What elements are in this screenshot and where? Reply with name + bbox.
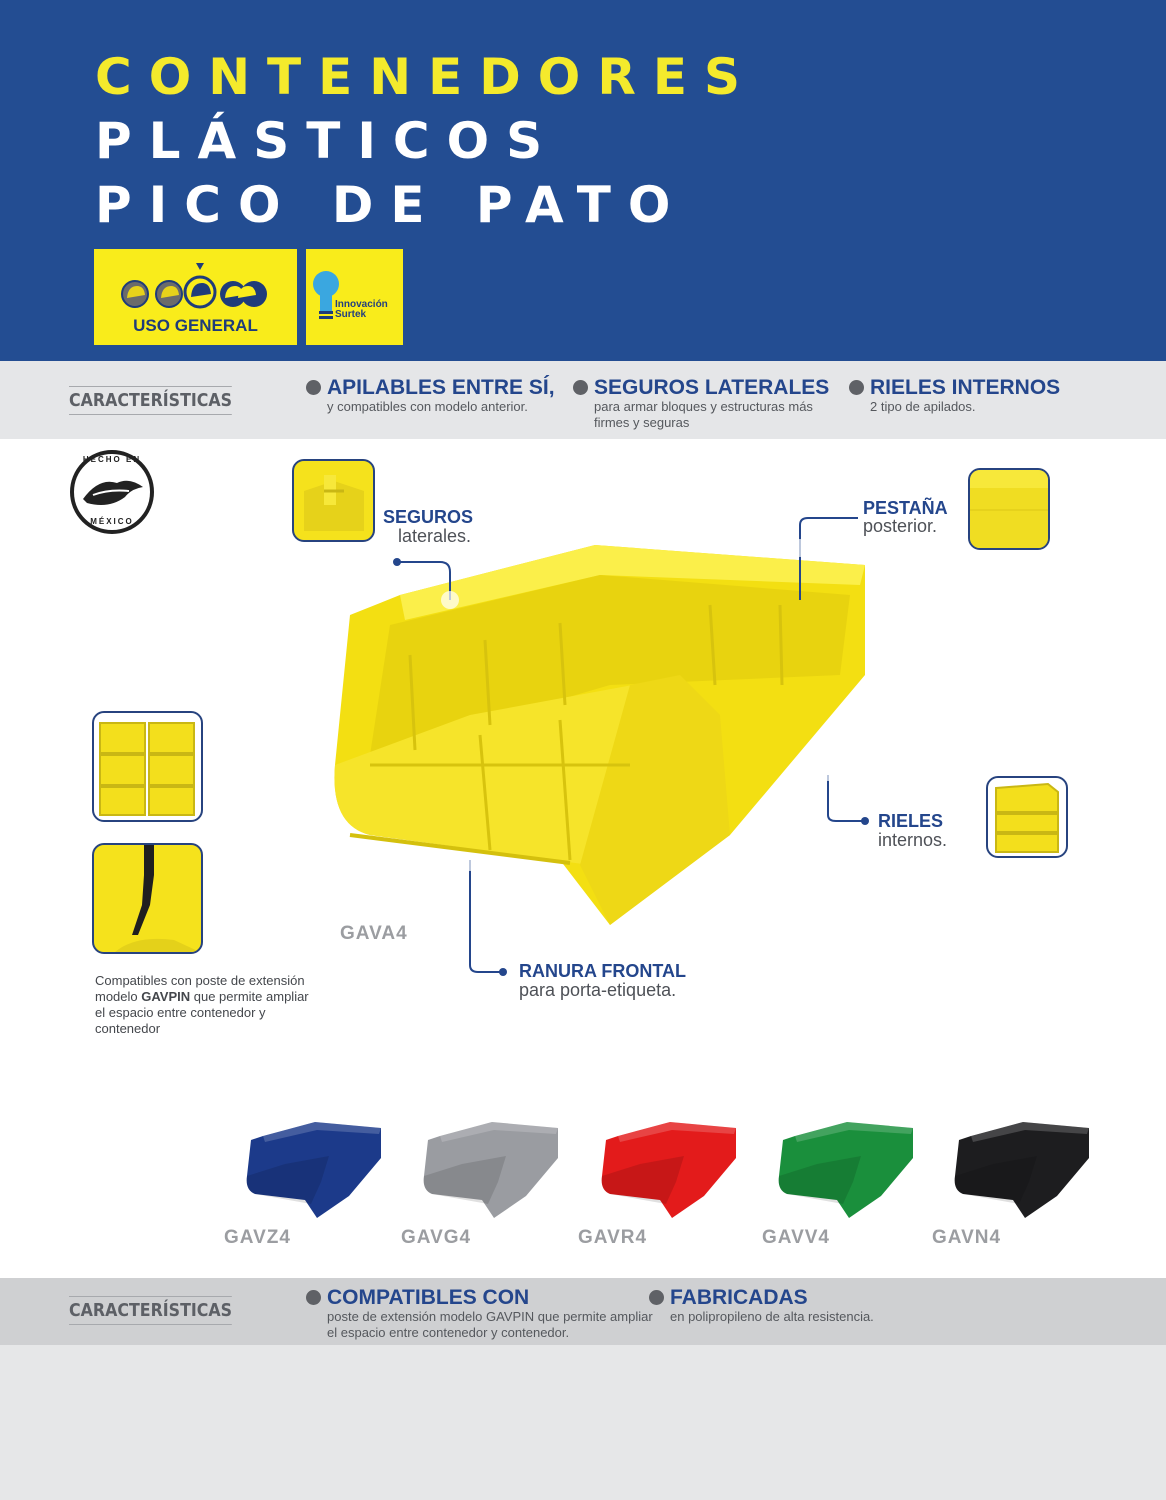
innovacion-surtek-badge xyxy=(306,249,403,345)
variant-code: GAVG4 xyxy=(401,1227,472,1248)
features-label: CARACTERÍSTICAS xyxy=(69,386,232,415)
title-line-1: CONTENEDORES xyxy=(95,48,757,106)
seal-text-top: HECHO EN xyxy=(82,455,142,464)
title-line-3: PICO DE PATO xyxy=(95,176,688,234)
bullet-icon xyxy=(649,1290,664,1305)
callout-pestana-title: PESTAÑA xyxy=(863,498,948,518)
title-line-2: PLÁSTICOS xyxy=(95,112,560,170)
gavpin-compat-note: Compatibles con poste de extensión modelo GAVPIN que permite ampliar el espacio entre contenedor y contenedor xyxy=(95,973,309,1036)
bullet-icon xyxy=(306,1290,321,1305)
footer-area xyxy=(0,1345,1166,1500)
callout-pestana-desc: posterior. xyxy=(863,516,938,536)
innovacion-label: Innovación Surtek xyxy=(335,299,388,320)
callout-rieles-desc: internos. xyxy=(878,830,948,850)
helmet-icon xyxy=(238,281,267,307)
features-band-bottom: CARACTERÍSTICAS COMPATIBLES CON poste de extensión modelo GAVPIN que permite ampliar el espacio entre contenedor y contenedor. FABRICADAS en polipropileno de alta resistencia. xyxy=(0,1278,1166,1345)
variant-bin-gavr4 xyxy=(600,1118,740,1222)
uso-general-label: USO GENERAL xyxy=(133,316,258,335)
helmet-icon xyxy=(156,281,182,307)
thumb-stacked-bins xyxy=(92,711,203,822)
bullet-icon xyxy=(306,380,321,395)
hecho-en-mexico-seal xyxy=(69,449,155,535)
variant-code: GAVV4 xyxy=(762,1227,831,1248)
variant-code: GAVN4 xyxy=(932,1227,1002,1248)
variant-bin-gavz4 xyxy=(245,1118,385,1222)
callout-lines xyxy=(380,510,900,985)
variant-bin-gavv4 xyxy=(777,1118,917,1222)
callout-seguros-desc: laterales. xyxy=(398,526,472,546)
bullet-icon xyxy=(849,380,864,395)
callout-ranura-title: RANURA FRONTAL xyxy=(519,961,686,981)
seal-text-bottom: MÉXICO xyxy=(90,517,134,526)
variant-code: GAVR4 xyxy=(578,1227,648,1248)
variant-bin-gavn4 xyxy=(953,1118,1093,1222)
helmet-icon-selected xyxy=(185,277,215,307)
features-band-top: CARACTERÍSTICAS APILABLES ENTRE SÍ, y compatibles con modelo anterior. SEGUROS LATERALES para armar bloques y estructuras más firmes y seguras RIELES INTERNOS 2 tipo de apilados. xyxy=(0,361,1166,439)
usage-level-icons xyxy=(119,261,269,311)
thumb-gavpin-post xyxy=(92,843,203,954)
bullet-icon xyxy=(573,380,588,395)
header-banner xyxy=(0,0,1166,361)
thumb-rieles-internos xyxy=(986,776,1068,858)
thumb-pestana-posterior xyxy=(968,468,1050,550)
uso-general-badge xyxy=(94,249,297,345)
variant-bin-gavg4 xyxy=(422,1118,562,1222)
thumb-seguros-laterales xyxy=(292,459,375,542)
callout-ranura-desc: para porta-etiqueta. xyxy=(519,980,677,1000)
callout-seguros-title: SEGUROS xyxy=(383,507,474,527)
main-product-code: GAVA4 xyxy=(340,923,408,944)
features-label: CARACTERÍSTICAS xyxy=(69,1296,232,1325)
variant-code: GAVZ4 xyxy=(224,1227,291,1248)
callout-rieles-title: RIELES xyxy=(878,811,944,831)
helmet-icon xyxy=(122,281,148,307)
